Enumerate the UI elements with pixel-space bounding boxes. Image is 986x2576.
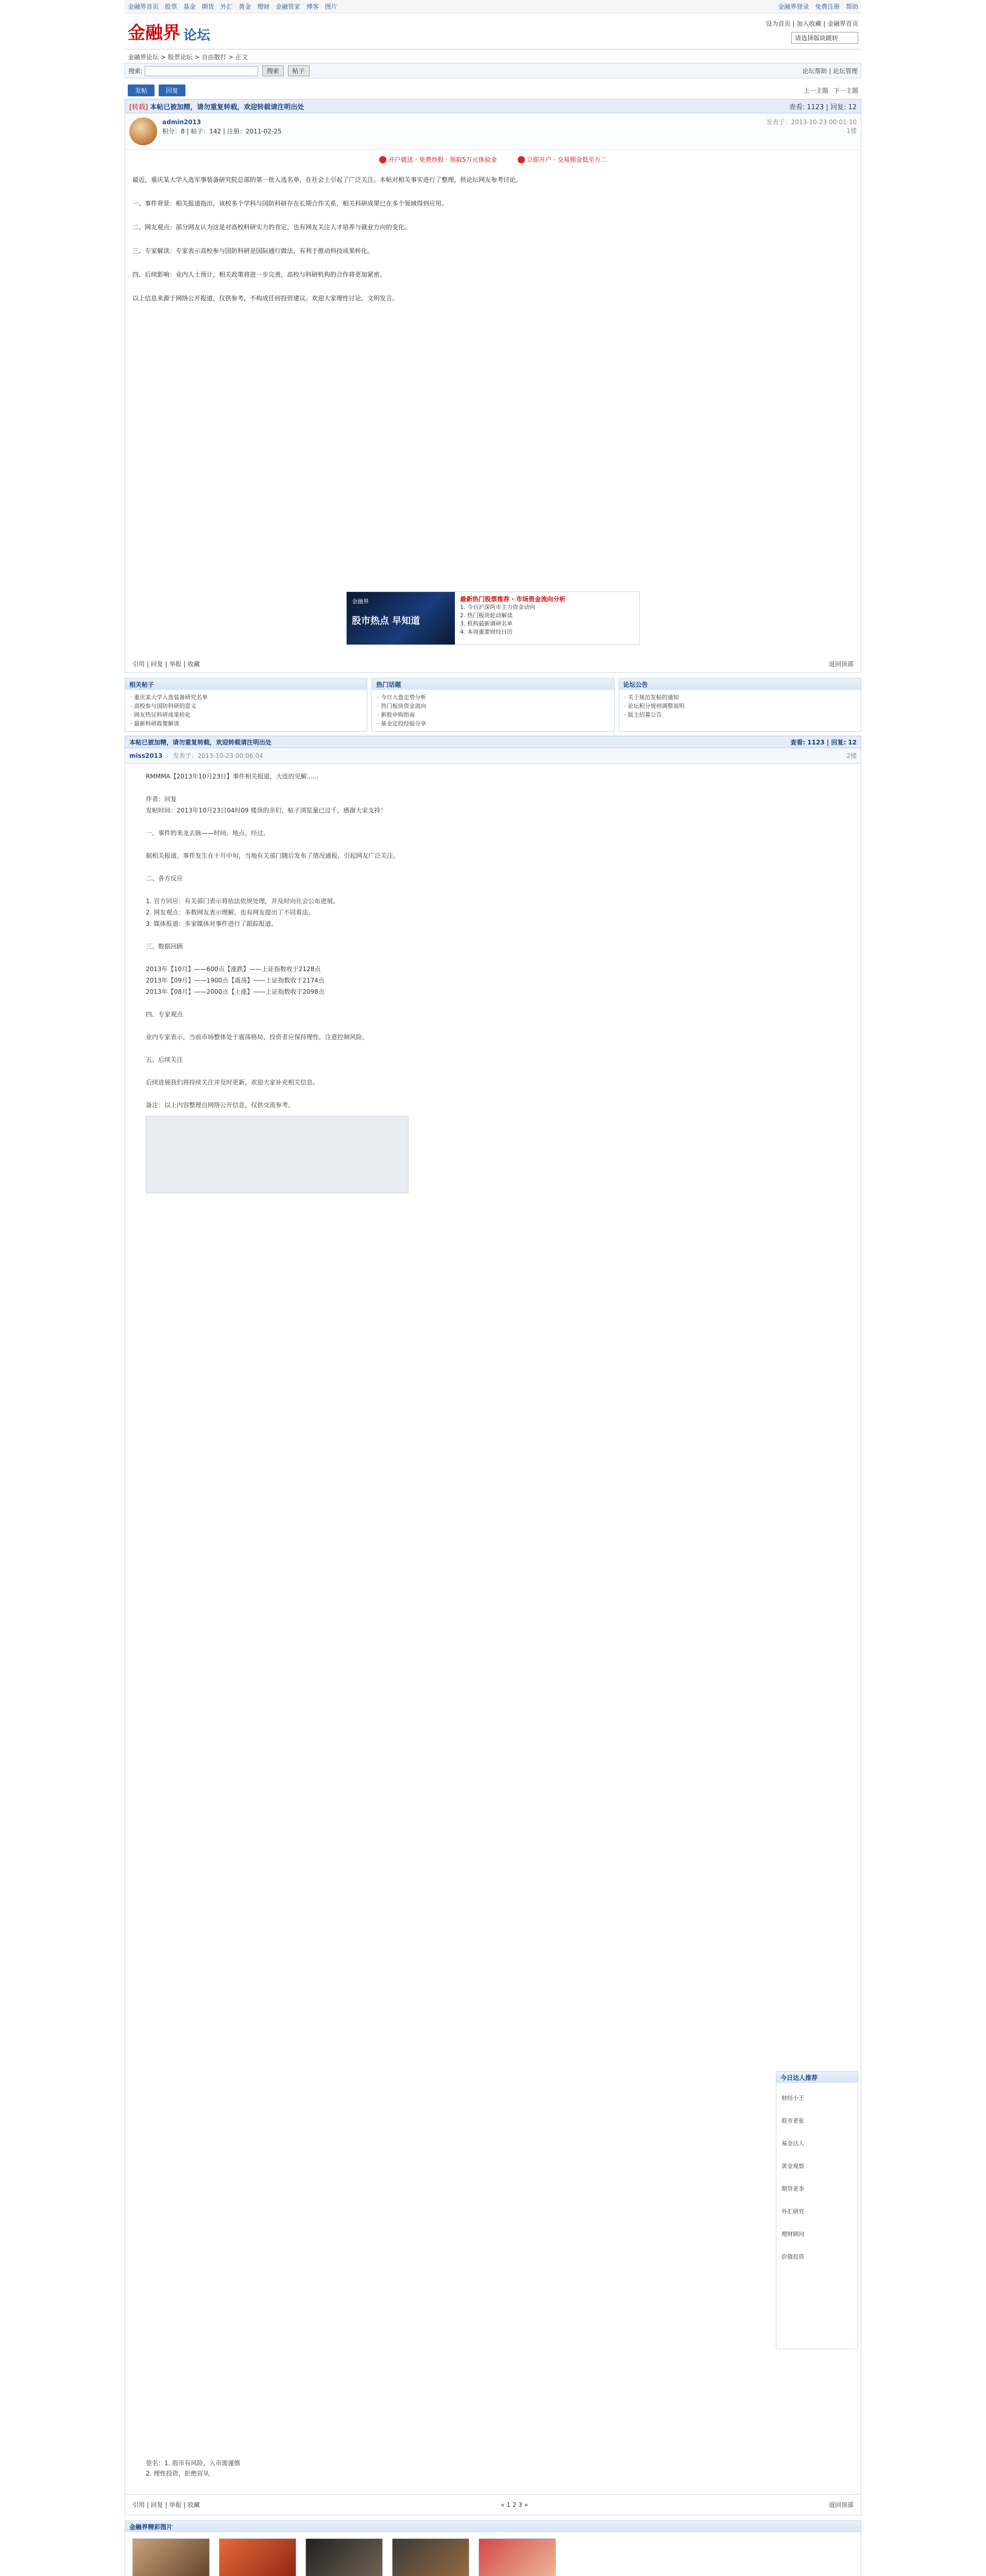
ad-dot-icon (379, 156, 386, 163)
sidebar-item[interactable]: 期货老李 (781, 2185, 804, 2192)
gallery-title: 金融界精彩图片 (125, 2521, 861, 2532)
top-link[interactable]: 黄金 (239, 3, 251, 10)
reply-line: 1. 官方回应：有关部门表示将依法依规处理，并及时向社会公布进展。 (146, 897, 339, 905)
reply-time: 发表于：2013-10-23 00:06:04 (173, 752, 263, 759)
panel-title: 论坛公告 (619, 679, 861, 690)
reply-line: 2. 网友观点：多数网友表示理解，也有网友提出了不同看法。 (146, 909, 315, 916)
gallery-item[interactable] (219, 2538, 296, 2576)
sidebar-title: 今日达人推荐 (776, 2072, 858, 2083)
reply-body (125, 764, 861, 2495)
thread-title: 本帖已被加精，请勿重复转载，欢迎转载请注明出处 (150, 103, 304, 111)
post-header (125, 113, 861, 150)
signature-line: 签名：1. 股市有风险，入市需谨慎 (146, 2460, 241, 2467)
gallery-image (305, 2538, 383, 2576)
reply-header (125, 748, 861, 764)
quick-links[interactable]: 论坛帮助 | 论坛管理 (802, 67, 858, 75)
list-item[interactable]: · 版主招募公告 (624, 711, 662, 718)
reply-line (146, 884, 840, 895)
list-item[interactable]: · 网友热议科研成果转化 (130, 711, 191, 718)
promo-item[interactable]: 3. 机构最新调研名单 (460, 620, 513, 627)
top-bar (125, 0, 861, 13)
post-action-links[interactable]: 引用 | 回复 | 举报 | 收藏 (132, 660, 200, 668)
reply-line: 备注：以上内容整理自网络公开信息，仅供交流参考。 (146, 1101, 295, 1109)
info-panels (125, 678, 861, 732)
prev-thread-link[interactable]: 上一主题 (803, 87, 828, 94)
panel-title: 相关帖子 (125, 679, 367, 690)
post-actions (125, 655, 861, 672)
sidebar-item[interactable]: 外汇研究 (781, 2208, 804, 2215)
post-author[interactable]: admin2013 (162, 118, 201, 126)
pagination[interactable]: « 1 2 3 » (501, 2501, 528, 2509)
next-thread-link[interactable]: 下一主题 (833, 87, 858, 94)
sidebar-item[interactable]: 黄金观察 (781, 2163, 804, 2170)
reply-title-bar (125, 736, 861, 748)
list-item[interactable]: · 热门板块资金流向 (377, 703, 427, 709)
reply-line: 业内专家表示，当前市场整体处于震荡格局，投资者应保持理性，注意控制风险。 (146, 1033, 369, 1041)
notice-panel (619, 678, 861, 732)
signature (146, 2458, 240, 2479)
reply-line (146, 782, 840, 793)
reply-thread-title: 本帖已被加精，请勿重复转载，欢迎转载请注明出处 (129, 738, 272, 746)
panel-title: 热门话题 (372, 679, 614, 690)
promo-left-big: 股市热点 早知道 (352, 616, 420, 626)
gallery-image (392, 2538, 469, 2576)
reply-line (146, 1198, 840, 1210)
page (125, 0, 861, 2576)
sidebar-item[interactable]: 理财顾问 (781, 2231, 804, 2238)
gallery-item[interactable] (132, 2538, 210, 2576)
sidebar-item[interactable]: 财经小王 (781, 2095, 804, 2102)
reply-line (146, 861, 840, 873)
reply-line (146, 816, 840, 827)
reply-line: 2013年【08月】——2000点【上涨】——上证指数收于2098点 (146, 988, 325, 995)
post-paragraph: 最近，重庆某大学入选军事装备研究院总部的第一批入选名单，在社会上引起了广泛关注。本帖对相关事实进行了整理，供论坛网友参考讨论。 (132, 176, 522, 183)
thread-title-bar (125, 99, 861, 113)
thread-tag: [转载] (129, 103, 148, 111)
sidebar-item[interactable]: 基金达人 (781, 2140, 804, 2147)
help-link[interactable]: 帮助 (845, 3, 858, 10)
list-item[interactable]: · 今日大盘走势分析 (377, 694, 427, 701)
list-item[interactable]: · 基金定投经验分享 (377, 720, 427, 727)
reply-line (146, 1088, 840, 1099)
reply-line: 二、各方反应 (146, 875, 183, 882)
promo-image (347, 592, 455, 645)
header-right (766, 19, 858, 44)
ad-text: 立即开户 · 交易佣金低至万二 (526, 156, 607, 163)
sidebar-item[interactable]: 价值投资 (781, 2253, 804, 2260)
avatar[interactable] (129, 117, 157, 145)
site-header (125, 13, 861, 49)
top-link[interactable]: 外汇 (220, 3, 233, 10)
thread-stats: 查看: 1123 | 回复: 12 (789, 103, 857, 111)
top-links (128, 2, 342, 11)
list-item[interactable]: · 重庆某大学入选装备研究名单 (130, 694, 208, 701)
post-time-floor (767, 117, 857, 145)
gallery-image (219, 2538, 296, 2576)
post-paragraph: 一、事件背景：相关报道指出，该校多个学科与国防科研存在长期合作关系，相关科研成果已在多个领域得到应用。 (132, 200, 448, 207)
ad-dot-icon (518, 156, 525, 163)
ad-text: 开户就送 · 免费炒股 · 领取5万元体验金 (388, 156, 497, 163)
reply-author[interactable]: miss2013 (129, 752, 163, 759)
gallery-image (132, 2538, 210, 2576)
login-link[interactable]: 金融界登录 (778, 3, 809, 10)
gallery-item[interactable] (305, 2538, 383, 2576)
top-link[interactable]: 基金 (183, 3, 196, 10)
post-ads (125, 150, 861, 169)
reply-line: RMMMA【2013年10月23日】事件相关报道，大连的见解...... (146, 773, 319, 780)
gallery (125, 2520, 861, 2576)
post-body (125, 169, 861, 581)
new-post-button[interactable]: 发帖 (128, 84, 155, 96)
post-paragraph: 二、网友观点：部分网友认为这是对高校科研实力的肯定，也有网友关注人才培养与就业方向的变化。 (132, 224, 411, 231)
floor-number: 1楼 (846, 127, 857, 134)
list-item[interactable]: · 论坛积分规则调整说明 (624, 703, 685, 709)
ad-link[interactable] (518, 155, 607, 164)
logo-forum: 论坛 (183, 28, 211, 43)
gallery-item[interactable] (392, 2538, 469, 2576)
reply-line: 2013年【10月】——600点【涨跌】——上证指数收于2128点 (146, 965, 321, 973)
related-posts-panel (125, 678, 367, 732)
reply-line: 作者：回复 (146, 795, 177, 803)
main-post (125, 113, 861, 673)
search-input[interactable] (145, 66, 258, 76)
reply-line: 后续进展我们将持续关注并及时更新，欢迎大家补充相关信息。 (146, 1079, 319, 1086)
reply-line: 四、专家观点 (146, 1011, 183, 1018)
top-link[interactable]: 期货 (201, 3, 214, 10)
list-item[interactable]: · 最新科研政策解读 (130, 720, 179, 727)
gallery-image (479, 2538, 556, 2576)
reply-back-to-top[interactable]: 返回顶部 (828, 2501, 854, 2509)
board-jump-select[interactable]: 请选择版块跳转 (791, 32, 858, 44)
reply-image (146, 1116, 409, 1193)
ad-link[interactable] (379, 155, 497, 164)
register-link[interactable]: 免费注册 (815, 3, 840, 10)
reply-button[interactable]: 回复 (159, 84, 185, 96)
reply-line (146, 1020, 840, 1031)
reply-line (146, 839, 840, 850)
logo-brand: 金融界 (128, 23, 180, 43)
site-logo[interactable] (128, 19, 210, 44)
top-link[interactable]: 金融界首页 (128, 3, 159, 10)
reply-line (146, 997, 840, 1009)
action-row (125, 81, 861, 99)
sidebar-box (776, 2071, 858, 2349)
signature-line: 2. 理性投资，拒绝盲从 (146, 2470, 210, 2477)
search-label: 搜索: (128, 67, 143, 75)
reply-thread-stats: 查看: 1123 | 回复: 12 (790, 738, 857, 746)
reply-line: 一、事件的来龙去脉——时间、地点、经过。 (146, 829, 270, 837)
breadcrumb[interactable]: 金融界论坛 > 股票论坛 > 自由散打 > 正文 (128, 54, 248, 61)
hot-topics-panel (371, 678, 614, 732)
search-bar (125, 63, 861, 78)
reply-line: 五、后续关注 (146, 1056, 183, 1063)
promo-item[interactable]: 1. 今日沪深两市主力资金动向 (460, 604, 535, 611)
post-time: 发表于：2013-10-23 00:01:10 (766, 118, 857, 126)
list-item[interactable]: · 关于规范发帖的通知 (624, 694, 679, 701)
promo-item[interactable]: 4. 本周重要财经日历 (460, 629, 513, 635)
reply-line: 2013年【09月】——1900点【震荡】——上证指数收于2174点 (146, 977, 325, 984)
top-link[interactable]: 图片 (325, 3, 337, 10)
author-meta: 积分：8 | 帖子：142 | 注册：2011-02-25 (162, 128, 282, 135)
reply-line (146, 929, 840, 941)
back-to-top-link[interactable]: 返回顶部 (828, 660, 854, 668)
top-link[interactable]: 理财 (257, 3, 270, 10)
list-item[interactable]: · 新股申购指南 (377, 711, 415, 718)
reply-line (146, 1065, 840, 1077)
search-button[interactable]: 搜索 (262, 65, 284, 76)
reply-line: 三、数据回顾 (146, 943, 183, 950)
sidebar-item[interactable]: 股市老张 (781, 2117, 804, 2124)
gallery-item[interactable] (479, 2538, 556, 2576)
post-meta (162, 117, 767, 145)
promo-title[interactable]: 最新热门股票推荐 · 市场资金流向分析 (460, 596, 566, 603)
reply-line: 3. 媒体报道：多家媒体对事件进行了跟踪报道。 (146, 920, 278, 927)
promo-text (455, 592, 639, 645)
top-right-links (774, 2, 858, 11)
reply-action-links[interactable]: 引用 | 回复 | 举报 | 收藏 (132, 2501, 200, 2509)
reply-line: 发帖时间：2013年10月23日04时09 楼顶的亲们，帖子浏览量已过千，感谢大家支持！ (146, 807, 387, 814)
search-scope-select[interactable]: 帖子 (288, 65, 310, 76)
promo-box[interactable] (346, 591, 640, 645)
site-links[interactable]: 设为首页 | 加入收藏 | 金融界首页 (766, 20, 858, 27)
post-paragraph: 四、后续影响：业内人士预计，相关政策将进一步完善，高校与科研机构的合作将更加紧密。 (132, 271, 386, 278)
top-link[interactable]: 股票 (164, 3, 177, 10)
reply-line (146, 952, 840, 963)
post-paragraph: 以上信息来源于网络公开报道，仅供参考，不构成任何投资建议。欢迎大家理性讨论，文明发言。 (132, 295, 399, 302)
reply-line: 据相关报道，事件发生在十月中旬，当地有关部门随后发布了情况通报，引起网友广泛关注。 (146, 852, 400, 859)
reply-floor: 2楼 (846, 752, 857, 759)
reply-actions (125, 2495, 861, 2515)
promo-left-title: 金融界 (352, 598, 369, 605)
promo-item[interactable]: 2. 热门板块轮动解读 (460, 612, 513, 619)
top-link[interactable]: 博客 (306, 3, 319, 10)
reply-line (146, 1043, 840, 1054)
post-paragraph: 三、专家解读：专家表示高校参与国防科研是国际通行做法，有利于推动科技成果转化。 (132, 247, 374, 255)
top-link[interactable]: 金融管家 (275, 3, 300, 10)
list-item[interactable]: · 高校参与国防科研的意义 (130, 703, 196, 709)
